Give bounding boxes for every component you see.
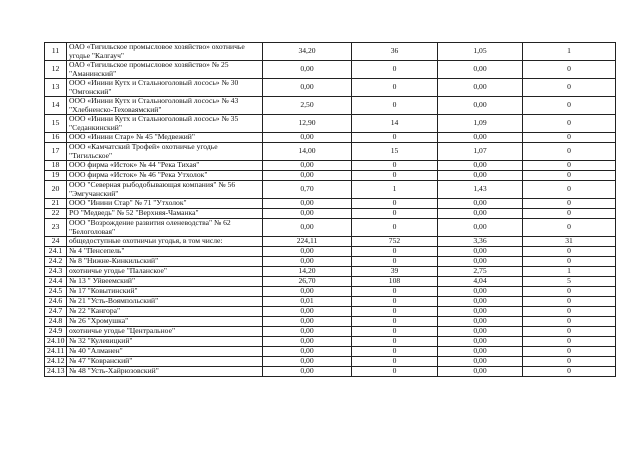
- row-number: 24.6: [45, 297, 67, 307]
- value-col-2: 0: [352, 317, 438, 327]
- value-col-4: 31: [523, 237, 616, 247]
- row-number: 23: [45, 219, 67, 237]
- value-col-2: 0: [352, 247, 438, 257]
- row-number: 21: [45, 199, 67, 209]
- value-col-3: 0,00: [438, 79, 523, 97]
- value-col-1: 0,00: [263, 171, 352, 181]
- hunting-ground-name: № 8 "Нижне-Кинкильский": [67, 257, 263, 267]
- value-col-4: 0: [523, 367, 616, 377]
- value-col-3: 0,00: [438, 297, 523, 307]
- hunting-ground-name: ООО «Инини Кутх и Стальноголовый лосось» № 43 "Хлебненско-Теховаямский": [67, 97, 263, 115]
- table-row: [45, 97, 616, 115]
- row-number: 24.8: [45, 317, 67, 327]
- value-col-3: 0,00: [438, 307, 523, 317]
- value-col-2: 0: [352, 307, 438, 317]
- value-col-1: 0,00: [263, 257, 352, 267]
- row-number: 24.2: [45, 257, 67, 267]
- hunting-ground-name: охотничье угодье "Паланское": [67, 267, 263, 277]
- value-col-3: 0,00: [438, 337, 523, 347]
- hunting-grounds-table: [44, 42, 616, 377]
- value-col-4: 0: [523, 143, 616, 161]
- value-col-1: 0,00: [263, 307, 352, 317]
- table-row: [45, 43, 616, 61]
- value-col-2: 0: [352, 171, 438, 181]
- value-col-4: 0: [523, 347, 616, 357]
- row-number: 18: [45, 161, 67, 171]
- value-col-4: 0: [523, 209, 616, 219]
- value-col-1: 224,11: [263, 237, 352, 247]
- value-col-3: 0,00: [438, 317, 523, 327]
- table-row: [45, 327, 616, 337]
- row-number: 24.11: [45, 347, 67, 357]
- value-col-1: 0,00: [263, 79, 352, 97]
- value-col-4: 0: [523, 337, 616, 347]
- value-col-1: 14,00: [263, 143, 352, 161]
- hunting-ground-name: РО "Медведь" № 52 "Верхняя-Чаманка": [67, 209, 263, 219]
- value-col-4: 0: [523, 97, 616, 115]
- row-number: 24.9: [45, 327, 67, 337]
- row-number: 24.3: [45, 267, 67, 277]
- hunting-ground-name: № 26 "Хромушка": [67, 317, 263, 327]
- value-col-2: 0: [352, 133, 438, 143]
- hunting-ground-name: ООО «Инини Кутх и Стальноголовый лосось» № 35 "Седанкинский": [67, 115, 263, 133]
- table-row: [45, 237, 616, 247]
- hunting-ground-name: № 48 "Усть-Хайрюзовский": [67, 367, 263, 377]
- table-row: [45, 199, 616, 209]
- value-col-1: 0,00: [263, 247, 352, 257]
- value-col-3: 1,43: [438, 181, 523, 199]
- value-col-2: 0: [352, 257, 438, 267]
- table-row: [45, 133, 616, 143]
- table-row: [45, 317, 616, 327]
- table-row: [45, 307, 616, 317]
- table-row: [45, 219, 616, 237]
- row-number: 24.12: [45, 357, 67, 367]
- table-row: [45, 297, 616, 307]
- value-col-4: 0: [523, 287, 616, 297]
- hunting-ground-name: ООО "Возрождение развития оленеводства" № 62 "Белоголовая": [67, 219, 263, 237]
- table-row: [45, 287, 616, 297]
- value-col-2: 0: [352, 297, 438, 307]
- value-col-1: 0,70: [263, 181, 352, 199]
- value-col-1: 0,00: [263, 133, 352, 143]
- value-col-1: 0,00: [263, 337, 352, 347]
- table-row: [45, 143, 616, 161]
- hunting-ground-name: № 32 "Кулевицкий": [67, 337, 263, 347]
- value-col-1: 0,00: [263, 287, 352, 297]
- table-row: [45, 367, 616, 377]
- value-col-3: 0,00: [438, 133, 523, 143]
- row-number: 12: [45, 61, 67, 79]
- value-col-3: 0,00: [438, 199, 523, 209]
- value-col-2: 0: [352, 327, 438, 337]
- value-col-1: 0,00: [263, 209, 352, 219]
- row-number: 24.7: [45, 307, 67, 317]
- value-col-3: 0,00: [438, 171, 523, 181]
- hunting-ground-name: охотничье угодье "Центральное": [67, 327, 263, 337]
- value-col-2: 0: [352, 367, 438, 377]
- row-number: 22: [45, 209, 67, 219]
- table-row: [45, 171, 616, 181]
- row-number: 11: [45, 43, 67, 61]
- value-col-2: 0: [352, 209, 438, 219]
- value-col-3: 0,00: [438, 367, 523, 377]
- value-col-1: 0,00: [263, 61, 352, 79]
- value-col-1: 0,01: [263, 297, 352, 307]
- value-col-4: 0: [523, 247, 616, 257]
- value-col-2: 0: [352, 161, 438, 171]
- value-col-1: 0,00: [263, 317, 352, 327]
- value-col-4: 1: [523, 43, 616, 61]
- hunting-ground-name: № 40 "Алманен": [67, 347, 263, 357]
- value-col-1: 0,00: [263, 367, 352, 377]
- value-col-1: 14,20: [263, 267, 352, 277]
- value-col-2: 752: [352, 237, 438, 247]
- row-number: 24.4: [45, 277, 67, 287]
- value-col-1: 0,00: [263, 327, 352, 337]
- value-col-1: 26,70: [263, 277, 352, 287]
- row-number: 14: [45, 97, 67, 115]
- value-col-4: 0: [523, 317, 616, 327]
- hunting-ground-name: № 21 "Усть-Воямпольский": [67, 297, 263, 307]
- value-col-1: 0,00: [263, 219, 352, 237]
- value-col-2: 0: [352, 61, 438, 79]
- hunting-ground-name: общедоступные охотничьи угодья, в том числе:: [67, 237, 263, 247]
- value-col-3: 0,00: [438, 357, 523, 367]
- hunting-ground-name: № 22 "Кангора": [67, 307, 263, 317]
- value-col-1: 2,50: [263, 97, 352, 115]
- value-col-4: 0: [523, 171, 616, 181]
- value-col-3: 0,00: [438, 209, 523, 219]
- value-col-3: 1,07: [438, 143, 523, 161]
- table-body: [45, 43, 616, 377]
- value-col-3: 0,00: [438, 257, 523, 267]
- table-row: [45, 161, 616, 171]
- hunting-ground-name: ОАО «Тигильское промысловое хозяйство» № 25 "Аманинский": [67, 61, 263, 79]
- value-col-4: 1: [523, 267, 616, 277]
- value-col-4: 0: [523, 161, 616, 171]
- value-col-2: 0: [352, 347, 438, 357]
- row-number: 16: [45, 133, 67, 143]
- value-col-3: 0,00: [438, 61, 523, 79]
- value-col-2: 108: [352, 277, 438, 287]
- row-number: 17: [45, 143, 67, 161]
- hunting-ground-name: ООО "Инини Стар" № 71 "Утхолок": [67, 199, 263, 209]
- hunting-ground-name: ООО фирма «Исток» № 44 "Река Тихая": [67, 161, 263, 171]
- value-col-2: 0: [352, 97, 438, 115]
- value-col-4: 0: [523, 297, 616, 307]
- value-col-3: 4,04: [438, 277, 523, 287]
- row-number: 19: [45, 171, 67, 181]
- table-row: [45, 61, 616, 79]
- hunting-ground-name: ООО «Камчатский Трофей» охотничье угодье "Тигильское": [67, 143, 263, 161]
- value-col-4: 0: [523, 61, 616, 79]
- row-number: 24.1: [45, 247, 67, 257]
- hunting-ground-name: ООО «Инини Стар» № 45 "Медвежий": [67, 133, 263, 143]
- value-col-1: 0,00: [263, 357, 352, 367]
- value-col-4: 0: [523, 133, 616, 143]
- value-col-2: 0: [352, 79, 438, 97]
- row-number: 24.10: [45, 337, 67, 347]
- value-col-2: 36: [352, 43, 438, 61]
- value-col-2: 0: [352, 219, 438, 237]
- table-row: [45, 347, 616, 357]
- value-col-3: 0,00: [438, 247, 523, 257]
- value-col-3: 0,00: [438, 287, 523, 297]
- value-col-4: 0: [523, 199, 616, 209]
- value-col-3: 0,00: [438, 97, 523, 115]
- value-col-3: 1,09: [438, 115, 523, 133]
- value-col-2: 0: [352, 357, 438, 367]
- hunting-ground-name: ООО «Инини Кутх и Стальноголовый лосось» № 30 "Омгонский": [67, 79, 263, 97]
- value-col-3: 0,00: [438, 161, 523, 171]
- value-col-2: 14: [352, 115, 438, 133]
- value-col-4: 0: [523, 257, 616, 267]
- value-col-2: 15: [352, 143, 438, 161]
- table-row: [45, 79, 616, 97]
- value-col-2: 0: [352, 287, 438, 297]
- value-col-4: 0: [523, 357, 616, 367]
- value-col-4: 0: [523, 115, 616, 133]
- table-row: [45, 247, 616, 257]
- hunting-ground-name: № 13 " Уйвеемский": [67, 277, 263, 287]
- value-col-2: 0: [352, 199, 438, 209]
- value-col-3: 0,00: [438, 327, 523, 337]
- table-row: [45, 357, 616, 367]
- table-row: [45, 257, 616, 267]
- value-col-3: 0,00: [438, 347, 523, 357]
- row-number: 13: [45, 79, 67, 97]
- value-col-4: 0: [523, 219, 616, 237]
- table-row: [45, 181, 616, 199]
- table-row: [45, 209, 616, 219]
- value-col-3: 1,05: [438, 43, 523, 61]
- hunting-ground-name: № 17 "Ковытинский": [67, 287, 263, 297]
- table-row: [45, 277, 616, 287]
- value-col-4: 0: [523, 79, 616, 97]
- hunting-ground-name: ООО "Северная рыбодобывающая компания" № 56 "Эмгучанский": [67, 181, 263, 199]
- row-number: 24: [45, 237, 67, 247]
- value-col-1: 34,20: [263, 43, 352, 61]
- hunting-ground-name: № 47 "Ковранский": [67, 357, 263, 367]
- value-col-3: 2,75: [438, 267, 523, 277]
- value-col-4: 5: [523, 277, 616, 287]
- row-number: 24.13: [45, 367, 67, 377]
- value-col-3: 3,36: [438, 237, 523, 247]
- value-col-2: 39: [352, 267, 438, 277]
- value-col-3: 0,00: [438, 219, 523, 237]
- value-col-4: 0: [523, 327, 616, 337]
- value-col-4: 0: [523, 181, 616, 199]
- hunting-ground-name: № 4 "Пенсепель": [67, 247, 263, 257]
- value-col-1: 0,00: [263, 199, 352, 209]
- document-page: [44, 42, 615, 377]
- hunting-ground-name: ОАО «Тигильское промысловое хозяйство» охотничье угодье "Калгауч": [67, 43, 263, 61]
- table-row: [45, 267, 616, 277]
- value-col-1: 0,00: [263, 161, 352, 171]
- value-col-2: 1: [352, 181, 438, 199]
- table-row: [45, 115, 616, 133]
- row-number: 20: [45, 181, 67, 199]
- value-col-1: 0,00: [263, 347, 352, 357]
- row-number: 15: [45, 115, 67, 133]
- hunting-ground-name: ООО фирма «Исток» № 46 "Река Утхолок": [67, 171, 263, 181]
- table-row: [45, 337, 616, 347]
- value-col-2: 0: [352, 337, 438, 347]
- value-col-1: 12,90: [263, 115, 352, 133]
- value-col-4: 0: [523, 307, 616, 317]
- row-number: 24.5: [45, 287, 67, 297]
